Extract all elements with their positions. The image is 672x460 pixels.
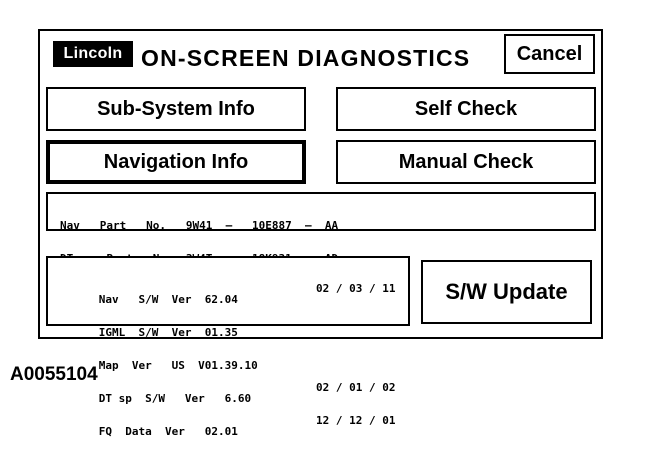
version-text: DT sp S/W Ver 6.60 [98, 392, 252, 405]
version-row [59, 316, 408, 339]
cancel-button[interactable]: Cancel [504, 34, 595, 74]
version-date: 02 / 03 / 11 [316, 282, 396, 295]
version-date: 02 / 01 / 02 [316, 381, 396, 394]
manual-check-button[interactable]: Manual Check [336, 140, 596, 184]
version-text: IGML S/W Ver 01.35 [98, 326, 238, 339]
self-check-button[interactable]: Self Check [336, 87, 596, 131]
page-title: ON-SCREEN DIAGNOSTICS [141, 45, 471, 71]
navigation-info-button[interactable]: Navigation Info [46, 140, 306, 184]
figure-id: A0055104 [10, 364, 98, 385]
lincoln-logo: Lincoln [53, 41, 133, 67]
version-text: Nav S/W Ver 62.04 [98, 293, 238, 306]
part-numbers-panel [46, 192, 596, 231]
version-row [59, 349, 408, 372]
version-row [59, 282, 408, 306]
subsystem-info-button[interactable]: Sub-System Info [46, 87, 306, 131]
version-row [59, 414, 408, 438]
version-text: Map Ver US V01.39.10 [98, 359, 258, 372]
nav-part-number: Nav Part No. 9W41 – 10E887 – AA [60, 219, 339, 232]
version-date: 12 / 12 / 01 [316, 414, 396, 427]
version-row [59, 381, 408, 405]
version-text: FQ Data Ver 02.01 [98, 425, 238, 438]
sw-update-button[interactable]: S/W Update [421, 260, 592, 324]
